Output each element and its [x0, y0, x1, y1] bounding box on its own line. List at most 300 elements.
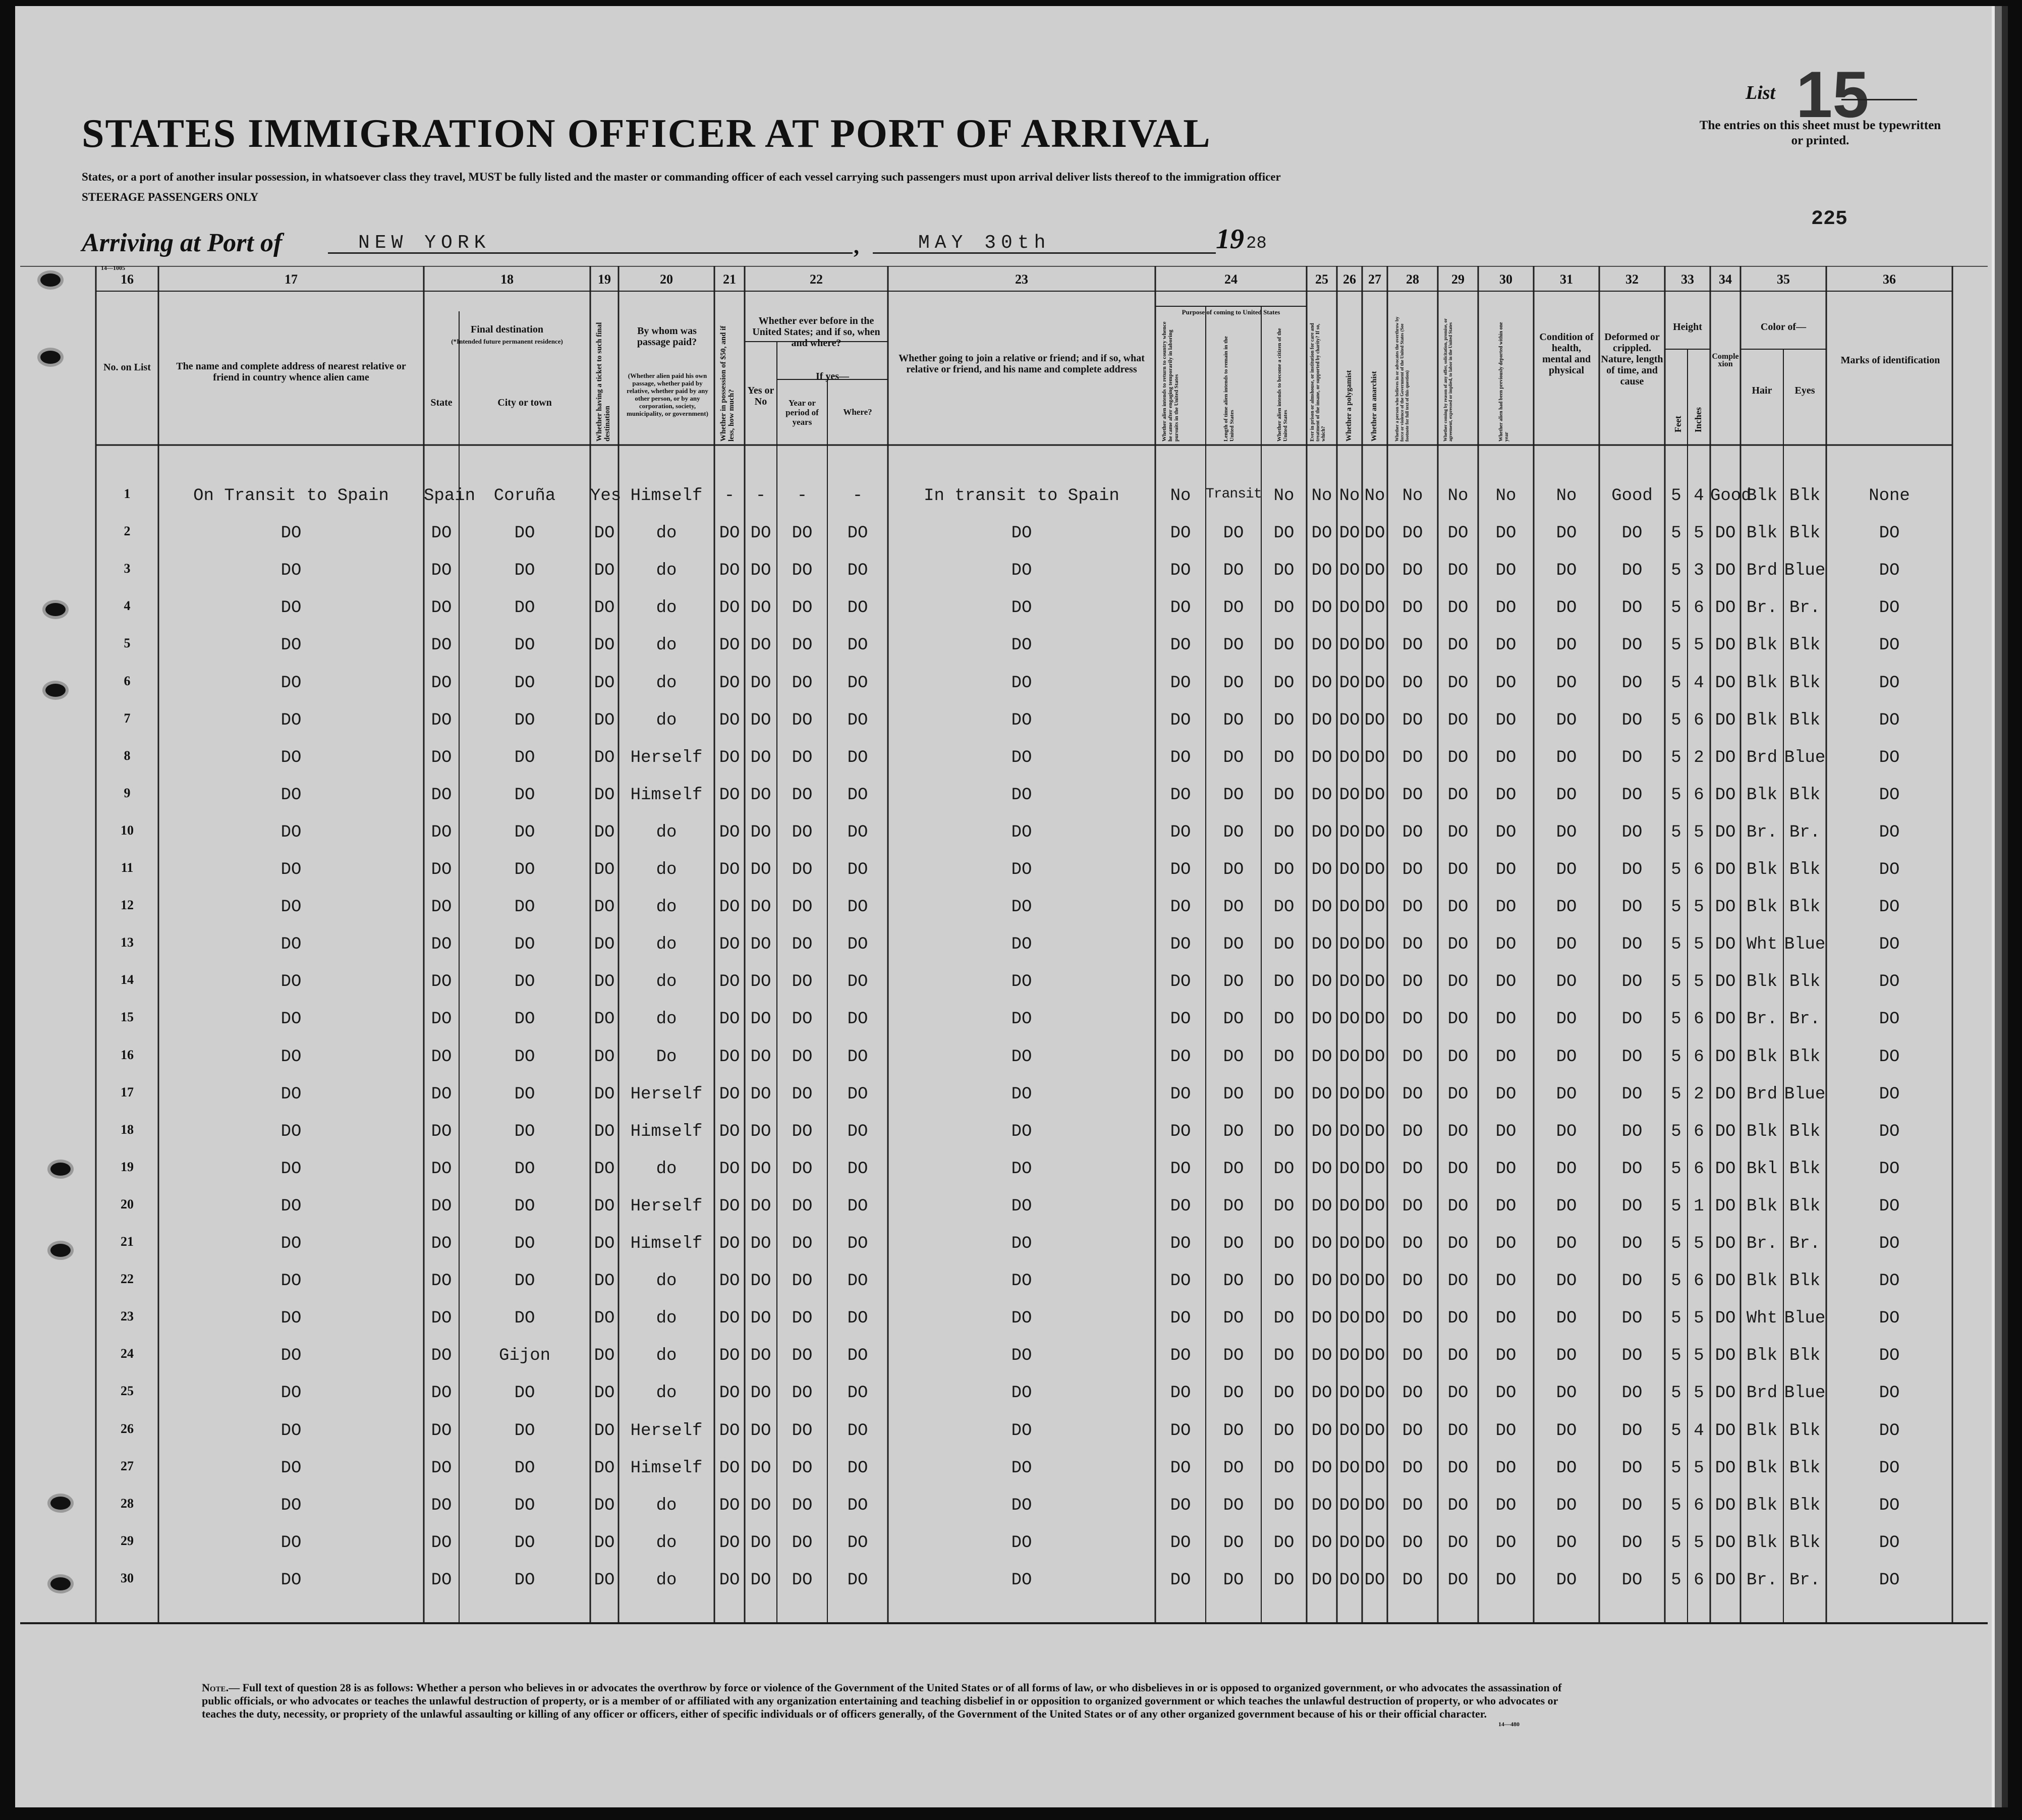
- cell-bef: DO: [750, 1159, 771, 1179]
- cell-ticket: DO: [594, 898, 615, 917]
- cell-ticket: DO: [594, 1421, 615, 1441]
- header-marks: Marks of identification: [1840, 355, 1940, 366]
- table-row: [20, 1340, 1988, 1377]
- col-number-34: 34: [1719, 272, 1732, 287]
- cell-q29: DO: [1447, 1421, 1469, 1441]
- cell-city: DO: [514, 1159, 535, 1179]
- cell-prison: DO: [1311, 598, 1332, 618]
- cell-anar: DO: [1364, 673, 1385, 693]
- cell-hair: Blk: [1746, 1196, 1778, 1216]
- cell-comp: DO: [1715, 1196, 1736, 1216]
- cell-money: DO: [719, 1533, 740, 1553]
- cell-n: 26: [121, 1421, 134, 1436]
- cell-yr: DO: [792, 673, 813, 693]
- cell-poly: DO: [1339, 860, 1360, 879]
- cell-cond: DO: [1556, 1272, 1577, 1291]
- cell-anar: DO: [1364, 1196, 1385, 1216]
- cell-poly: DO: [1339, 748, 1360, 767]
- cell-yr: DO: [792, 1084, 813, 1104]
- table-row: [20, 892, 1988, 929]
- cell-join: DO: [1011, 561, 1032, 581]
- cell-q29: DO: [1447, 822, 1469, 842]
- cell-comp: DO: [1715, 1159, 1736, 1179]
- binder-hole: [50, 1497, 71, 1510]
- cell-yr: DO: [792, 561, 813, 581]
- cell-ticket: DO: [594, 1122, 615, 1141]
- cell-cit: DO: [1273, 748, 1295, 767]
- cell-def: DO: [1621, 1346, 1643, 1366]
- cell-def: DO: [1621, 1309, 1643, 1329]
- cell-anar: DO: [1364, 1496, 1385, 1515]
- cell-ft: 5: [1671, 1346, 1681, 1366]
- footnote-text: Full text of question 28 is as follows: Whether a person who believes in or advocates the overthrow by force or violence of the Government of the United States or of all forms of law, or who disbelieves in or is opposed to organized government, or who advocates the assassination of public officials, or who advocates or teaches the unlawful destruction of property, or is a member of or affiliated with any organization entertaining and teaching disbelief in or opposition to organized government or which teaches the unlawful destruction of property, or who advocates or teaches the duty, necessity, or propriety of the unlawful assaulting or killing of any officer or officers, either of specific individuals or of officers generally, of the Government of the United States or of any other organized government because of his or their official character.: [202, 1681, 1562, 1720]
- cell-n: 1: [124, 486, 131, 501]
- cell-def: DO: [1621, 1421, 1643, 1441]
- cell-city: DO: [514, 898, 535, 917]
- cell-poly: DO: [1339, 673, 1360, 693]
- cell-q28: DO: [1402, 1533, 1423, 1553]
- header-inches: Inches: [1693, 407, 1703, 432]
- cell-join: DO: [1011, 1533, 1032, 1553]
- cell-q29: DO: [1447, 1346, 1469, 1366]
- cell-marks: DO: [1879, 1533, 1900, 1553]
- col-number-29: 29: [1451, 272, 1465, 287]
- cell-rel: DO: [280, 1122, 302, 1141]
- cell-paid: Do: [656, 1047, 677, 1067]
- cell-marks: DO: [1879, 860, 1900, 879]
- cell-q30: DO: [1495, 1533, 1516, 1553]
- port-value: NEW YORK: [358, 232, 491, 254]
- cell-state: DO: [431, 1122, 452, 1141]
- cell-cit: DO: [1273, 785, 1295, 805]
- cell-q29: DO: [1447, 748, 1469, 767]
- cell-hair: Blk: [1746, 898, 1778, 917]
- cell-paid: do: [656, 972, 677, 992]
- cell-join: DO: [1011, 636, 1032, 655]
- cell-poly: DO: [1339, 822, 1360, 842]
- cell-cond: DO: [1556, 785, 1577, 805]
- cell-q28: DO: [1402, 860, 1423, 879]
- cell-def: DO: [1621, 1570, 1643, 1590]
- cell-where: DO: [847, 1458, 868, 1478]
- cell-paid: do: [656, 636, 677, 655]
- cell-poly: DO: [1339, 561, 1360, 581]
- table-row: [20, 705, 1988, 742]
- cell-ft: 5: [1671, 710, 1681, 730]
- cell-money: DO: [719, 1458, 740, 1478]
- cell-state: DO: [431, 1159, 452, 1179]
- cell-anar: DO: [1364, 1533, 1385, 1553]
- cell-marks: DO: [1879, 1047, 1900, 1067]
- cell-hair: Blk: [1746, 785, 1778, 805]
- cell-q29: DO: [1447, 524, 1469, 543]
- cell-where: DO: [847, 1533, 868, 1553]
- cell-q29: DO: [1447, 598, 1469, 618]
- cell-prison: DO: [1311, 1309, 1332, 1329]
- list-label: List: [1746, 82, 1776, 103]
- cell-ticket: DO: [594, 822, 615, 842]
- cell-ret: DO: [1170, 972, 1191, 992]
- binder-hole: [40, 351, 61, 364]
- col-number-23: 23: [1015, 272, 1028, 287]
- cell-eyes: Br.: [1789, 822, 1821, 842]
- cell-q28: DO: [1402, 1570, 1423, 1590]
- cell-ft: 5: [1671, 785, 1681, 805]
- typewritten-note: The entries on this sheet must be typewritten or printed.: [1699, 119, 1941, 147]
- cell-city: DO: [514, 1384, 535, 1403]
- cell-anar: DO: [1364, 822, 1385, 842]
- cell-anar: DO: [1364, 1084, 1385, 1104]
- cell-ft: 5: [1671, 673, 1681, 693]
- cell-rel: DO: [280, 524, 302, 543]
- cell-def: DO: [1621, 1047, 1643, 1067]
- cell-q28: DO: [1402, 748, 1423, 767]
- cell-cit: DO: [1273, 1010, 1295, 1029]
- cell-cond: DO: [1556, 636, 1577, 655]
- cell-ret: DO: [1170, 561, 1191, 581]
- table-row: [20, 668, 1988, 705]
- cell-prison: DO: [1311, 785, 1332, 805]
- cell-rel: DO: [280, 972, 302, 992]
- cell-n: 20: [121, 1196, 134, 1211]
- cell-in: 6: [1694, 1570, 1704, 1590]
- cell-in: 5: [1694, 1234, 1704, 1253]
- cell-state: DO: [431, 1196, 452, 1216]
- binder-hole: [45, 684, 66, 697]
- cell-eyes: Br.: [1789, 1010, 1821, 1029]
- cell-state: DO: [431, 1346, 452, 1366]
- cell-hair: Blk: [1746, 710, 1778, 730]
- cell-join: DO: [1011, 1084, 1032, 1104]
- cell-ticket: DO: [594, 1384, 615, 1403]
- col-number-35: 35: [1777, 272, 1790, 287]
- cell-ft: 5: [1671, 1496, 1681, 1515]
- cell-q30: DO: [1495, 710, 1516, 730]
- cell-prison: DO: [1311, 673, 1332, 693]
- cell-cit: DO: [1273, 1384, 1295, 1403]
- cell-anar: DO: [1364, 1122, 1385, 1141]
- cell-money: DO: [719, 673, 740, 693]
- cell-join: DO: [1011, 1496, 1032, 1515]
- cell-q28: DO: [1402, 1458, 1423, 1478]
- cell-comp: DO: [1715, 636, 1736, 655]
- cell-prison: DO: [1311, 972, 1332, 992]
- cell-in: 6: [1694, 860, 1704, 879]
- cell-poly: DO: [1339, 1122, 1360, 1141]
- cell-eyes: Blk: [1789, 1122, 1821, 1141]
- cell-paid: Himself: [630, 1458, 703, 1478]
- header-eyes: Eyes: [1794, 385, 1815, 396]
- cell-comp: DO: [1715, 673, 1736, 693]
- cell-cond: No: [1556, 486, 1577, 506]
- cell-q28: DO: [1402, 1234, 1423, 1253]
- cell-anar: DO: [1364, 1047, 1385, 1067]
- cell-def: DO: [1621, 673, 1643, 693]
- cell-ret: DO: [1170, 1384, 1191, 1403]
- cell-money: DO: [719, 972, 740, 992]
- cell-bef: -: [755, 486, 766, 506]
- cell-eyes: Blk: [1789, 1346, 1821, 1366]
- cell-ticket: DO: [594, 1570, 615, 1590]
- cell-hair: Blk: [1746, 972, 1778, 992]
- cell-eyes: Br.: [1789, 598, 1821, 618]
- cell-rel: DO: [280, 1234, 302, 1253]
- cell-q29: No: [1447, 486, 1469, 506]
- cell-paid: do: [656, 673, 677, 693]
- cell-ret: DO: [1170, 1010, 1191, 1029]
- cell-paid: do: [656, 1010, 677, 1029]
- col-number-33: 33: [1681, 272, 1694, 287]
- cell-state: DO: [431, 1384, 452, 1403]
- cell-prison: DO: [1311, 1496, 1332, 1515]
- cell-money: DO: [719, 524, 740, 543]
- cell-q28: DO: [1402, 1346, 1423, 1366]
- cell-cit: DO: [1273, 1346, 1295, 1366]
- cell-in: 6: [1694, 1047, 1704, 1067]
- cell-paid: do: [656, 561, 677, 581]
- cell-paid: do: [656, 1496, 677, 1515]
- cell-n: 12: [121, 898, 134, 913]
- cell-marks: DO: [1879, 710, 1900, 730]
- cell-n: 27: [121, 1458, 134, 1473]
- cell-in: 5: [1694, 1533, 1704, 1553]
- cell-poly: DO: [1339, 1234, 1360, 1253]
- cell-in: 6: [1694, 1159, 1704, 1179]
- cell-poly: DO: [1339, 710, 1360, 730]
- header-condition: Condition of health, mental and physical: [1539, 332, 1594, 376]
- cell-q29: DO: [1447, 1496, 1469, 1515]
- cell-ticket: DO: [594, 860, 615, 879]
- cell-bef: DO: [750, 636, 771, 655]
- cell-q30: DO: [1495, 1196, 1516, 1216]
- cell-money: DO: [719, 1047, 740, 1067]
- cell-ft: 5: [1671, 1234, 1681, 1253]
- cell-join: DO: [1011, 785, 1032, 805]
- cell-marks: DO: [1879, 561, 1900, 581]
- cell-rel: DO: [280, 598, 302, 618]
- cell-ticket: DO: [594, 748, 615, 767]
- cell-prison: DO: [1311, 1047, 1332, 1067]
- cell-bef: DO: [750, 935, 771, 955]
- cell-hair: Blk: [1746, 673, 1778, 693]
- cell-ticket: DO: [594, 636, 615, 655]
- table-row: [20, 966, 1988, 1004]
- cell-q30: DO: [1495, 935, 1516, 955]
- cell-q29: DO: [1447, 1234, 1469, 1253]
- cell-poly: DO: [1339, 898, 1360, 917]
- cell-money: DO: [719, 1309, 740, 1329]
- cell-bef: DO: [750, 1010, 771, 1029]
- cell-eyes: Blk: [1789, 1047, 1821, 1067]
- cell-q30: DO: [1495, 1047, 1516, 1067]
- cell-poly: DO: [1339, 1346, 1360, 1366]
- cell-money: DO: [719, 860, 740, 879]
- cell-bef: DO: [750, 1234, 771, 1253]
- header-prison: Ever in prison or almshouse, or institution for care and treatment of the insane, or supported by charity? If so, which?: [1310, 323, 1326, 442]
- cell-q28: DO: [1402, 1272, 1423, 1291]
- cell-cit: DO: [1273, 935, 1295, 955]
- cell-q30: DO: [1495, 972, 1516, 992]
- arriving-label: Arriving at Port of: [82, 229, 283, 257]
- cell-poly: DO: [1339, 1010, 1360, 1029]
- cell-state: DO: [431, 1533, 452, 1553]
- table-row: [20, 1453, 1988, 1490]
- cell-comp: DO: [1715, 524, 1736, 543]
- cell-anar: DO: [1364, 1159, 1385, 1179]
- cell-hair: Wht: [1746, 1309, 1778, 1329]
- cell-q29: DO: [1447, 1458, 1469, 1478]
- binder-hole: [50, 1244, 71, 1257]
- cell-paid: Himself: [630, 1234, 703, 1253]
- cell-rel: DO: [280, 748, 302, 767]
- cell-join: DO: [1011, 1458, 1032, 1478]
- cell-prison: DO: [1311, 1196, 1332, 1216]
- cell-def: DO: [1621, 785, 1643, 805]
- header-anarchist: Whether an anarchist: [1370, 371, 1378, 442]
- cell-poly: DO: [1339, 1047, 1360, 1067]
- cell-q30: DO: [1495, 748, 1516, 767]
- cell-poly: DO: [1339, 1084, 1360, 1104]
- cell-join: DO: [1011, 710, 1032, 730]
- cell-in: 6: [1694, 1272, 1704, 1291]
- cell-hair: Brd: [1746, 1084, 1778, 1104]
- table-row: [20, 518, 1988, 555]
- cell-yr: DO: [792, 1346, 813, 1366]
- cell-rel: DO: [280, 1159, 302, 1179]
- cell-marks: DO: [1879, 1010, 1900, 1029]
- cell-cond: DO: [1556, 1570, 1577, 1590]
- cell-paid: do: [656, 1272, 677, 1291]
- cell-q29: DO: [1447, 1196, 1469, 1216]
- list-number: 15: [1796, 58, 1869, 131]
- cell-ticket: DO: [594, 1272, 615, 1291]
- cell-ret: No: [1170, 486, 1191, 506]
- cell-ft: 5: [1671, 822, 1681, 842]
- cell-cond: DO: [1556, 598, 1577, 618]
- cell-join: DO: [1011, 1384, 1032, 1403]
- cell-comp: DO: [1715, 1309, 1736, 1329]
- cell-ft: 5: [1671, 1047, 1681, 1067]
- cell-q30: DO: [1495, 1421, 1516, 1441]
- cell-q28: DO: [1402, 1309, 1423, 1329]
- table-row: [20, 592, 1988, 630]
- cell-ret: DO: [1170, 1309, 1191, 1329]
- cell-q30: DO: [1495, 860, 1516, 879]
- cell-yr: DO: [792, 1272, 813, 1291]
- cell-len: DO: [1223, 1309, 1244, 1329]
- cell-yr: DO: [792, 524, 813, 543]
- cell-prison: DO: [1311, 524, 1332, 543]
- cell-n: 13: [121, 935, 134, 950]
- cell-where: DO: [847, 561, 868, 581]
- cell-join: DO: [1011, 822, 1032, 842]
- binder-hole: [45, 603, 66, 616]
- cell-rel: DO: [280, 1421, 302, 1441]
- cell-join: DO: [1011, 860, 1032, 879]
- cell-city: DO: [514, 561, 535, 581]
- cell-q30: DO: [1495, 1309, 1516, 1329]
- cell-in: 5: [1694, 935, 1704, 955]
- cell-n: 24: [121, 1346, 134, 1361]
- cell-city: DO: [514, 785, 535, 805]
- cell-rel: DO: [280, 822, 302, 842]
- cell-rel: On Transit to Spain: [193, 486, 389, 506]
- cell-ret: DO: [1170, 1533, 1191, 1553]
- cell-n: 16: [121, 1047, 134, 1062]
- cell-cit: DO: [1273, 972, 1295, 992]
- cell-comp: DO: [1715, 598, 1736, 618]
- cell-join: DO: [1011, 673, 1032, 693]
- cell-eyes: Blk: [1789, 524, 1821, 543]
- cell-yr: DO: [792, 748, 813, 767]
- cell-prison: No: [1311, 486, 1332, 506]
- cell-rel: DO: [280, 1309, 302, 1329]
- cell-ret: DO: [1170, 1421, 1191, 1441]
- cell-anar: DO: [1364, 1458, 1385, 1478]
- col-number-21: 21: [723, 272, 736, 287]
- cell-hair: Br.: [1746, 822, 1778, 842]
- cell-len: DO: [1223, 1272, 1244, 1291]
- cell-q28: DO: [1402, 1421, 1423, 1441]
- cell-cond: DO: [1556, 972, 1577, 992]
- cell-eyes: Blk: [1789, 1458, 1821, 1478]
- cell-n: 2: [124, 524, 131, 539]
- cell-rel: DO: [280, 1346, 302, 1366]
- header-yes-no: Yes or No: [747, 385, 774, 407]
- cell-paid: do: [656, 898, 677, 917]
- cell-where: DO: [847, 1010, 868, 1029]
- table-row: [20, 854, 1988, 892]
- cell-comp: DO: [1715, 898, 1736, 917]
- cell-in: 5: [1694, 524, 1704, 543]
- cell-prison: DO: [1311, 1234, 1332, 1253]
- cell-prison: DO: [1311, 1384, 1332, 1403]
- cell-cit: No: [1273, 486, 1295, 506]
- cell-q29: DO: [1447, 935, 1469, 955]
- cell-poly: DO: [1339, 785, 1360, 805]
- cell-in: 5: [1694, 1309, 1704, 1329]
- table-row: [20, 1265, 1988, 1303]
- cell-bef: DO: [750, 1272, 771, 1291]
- table-row: [20, 1565, 1988, 1602]
- cell-ret: DO: [1170, 1122, 1191, 1141]
- cell-ft: 5: [1671, 1384, 1681, 1403]
- cell-join: DO: [1011, 1234, 1032, 1253]
- cell-bef: DO: [750, 1196, 771, 1216]
- cell-n: 29: [121, 1533, 134, 1548]
- cell-anar: DO: [1364, 1272, 1385, 1291]
- cell-q28: DO: [1402, 935, 1423, 955]
- cell-cond: DO: [1556, 1533, 1577, 1553]
- cell-poly: DO: [1339, 1570, 1360, 1590]
- cell-cit: DO: [1273, 1084, 1295, 1104]
- cell-bef: DO: [750, 785, 771, 805]
- cell-state: DO: [431, 710, 452, 730]
- cell-paid: do: [656, 1309, 677, 1329]
- cell-state: DO: [431, 785, 452, 805]
- cell-marks: DO: [1879, 1196, 1900, 1216]
- cell-yr: DO: [792, 636, 813, 655]
- cell-city: DO: [514, 1196, 535, 1216]
- cell-city: DO: [514, 1421, 535, 1441]
- cell-prison: DO: [1311, 1533, 1332, 1553]
- cell-comp: DO: [1715, 1570, 1736, 1590]
- cell-ft: 5: [1671, 486, 1681, 506]
- cell-money: DO: [719, 710, 740, 730]
- cell-eyes: Blue: [1784, 1309, 1826, 1329]
- cell-q30: DO: [1495, 1084, 1516, 1104]
- cell-ticket: DO: [594, 1159, 615, 1179]
